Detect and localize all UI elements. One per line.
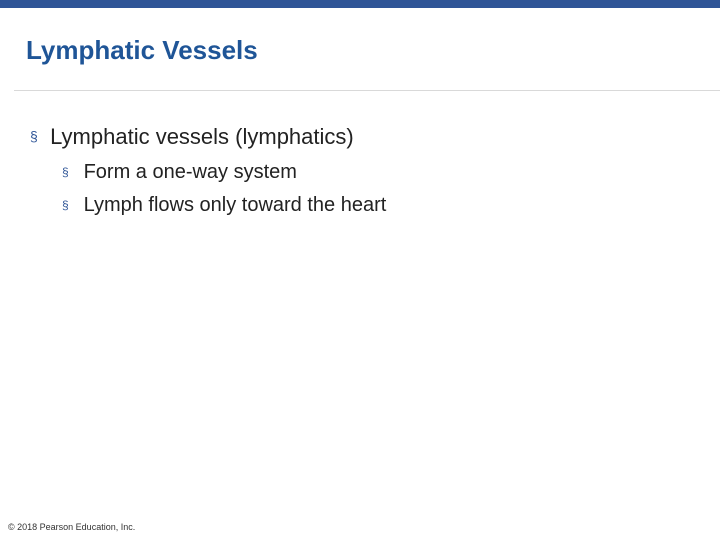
top-accent-bar <box>0 0 720 8</box>
bullet-marker-icon: § <box>30 128 38 144</box>
bullet-text: Form a one-way system <box>83 161 297 183</box>
bullet-text: Lymphatic vessels (lymphatics) <box>50 124 354 149</box>
title-divider <box>14 90 720 91</box>
footer-copyright: © 2018 Pearson Education, Inc. <box>8 522 136 532</box>
slide-title: Lymphatic Vessels <box>26 35 258 65</box>
bullet-level-2 <box>62 192 386 218</box>
bullet-text: Lymph flows only toward the heart <box>83 194 387 216</box>
bullet-marker-icon: § <box>62 198 69 212</box>
bullet-level-2 <box>62 159 297 185</box>
bullet-marker-icon: § <box>62 165 69 179</box>
bullet-level-1 <box>30 121 354 152</box>
